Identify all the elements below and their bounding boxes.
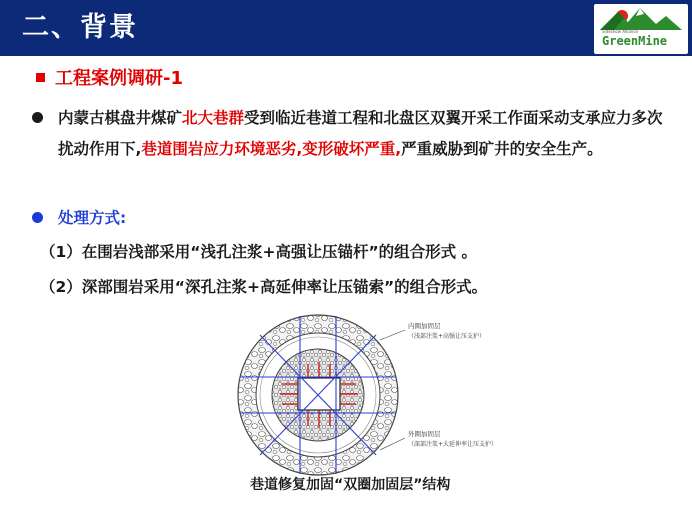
method-label: 处理方式: xyxy=(58,209,127,227)
round-bullet-icon xyxy=(32,212,43,223)
paragraph-part1: 内蒙古棋盘井煤矿 xyxy=(58,109,183,127)
paragraph-part2: 受到临近巷道工程和北盘区双翼开采工作面采动支承应力多次扰动作用下, xyxy=(58,109,663,158)
greenmine-logo xyxy=(594,4,688,54)
section-heading xyxy=(36,64,183,90)
outer-layer-desc: （深部注浆+大延伸率让压支护） xyxy=(408,441,498,448)
figure-caption: 巷道修复加固“双圈加固层”结构 xyxy=(250,477,451,493)
section-title: 工程案例调研-1 xyxy=(55,68,183,89)
logo-text: GreenMine xyxy=(602,34,668,48)
paragraph-part3: 严重威胁到矿井的安全生产。 xyxy=(401,140,603,158)
paragraph-highlight1: 北大巷群 xyxy=(182,109,245,127)
round-bullet-icon xyxy=(32,112,43,123)
page-title: 二、背景 xyxy=(22,12,138,43)
method-heading xyxy=(32,206,126,228)
double-ring-diagram xyxy=(230,310,530,480)
logo-subtext: Sideshow Alliance xyxy=(602,29,638,34)
header-bar xyxy=(0,0,692,56)
inner-layer-title: 内圈加固层 xyxy=(408,322,441,330)
square-bullet-icon xyxy=(36,73,45,82)
step-2: （2）深部围岩采用“深孔注浆+高延伸率让压锚索”的组合形式。 xyxy=(40,278,488,296)
paragraph-highlight2: 巷道围岩应力环境恶劣,变形破坏严重, xyxy=(141,140,402,158)
step-1: （1）在围岩浅部采用“浅孔注浆+高强让压锚杆”的组合形式 。 xyxy=(40,243,478,261)
paragraph-text xyxy=(58,103,668,165)
inner-layer-desc: （浅部注浆+高强让压支护） xyxy=(408,333,486,340)
outer-layer-title: 外圈加固层 xyxy=(408,430,441,438)
